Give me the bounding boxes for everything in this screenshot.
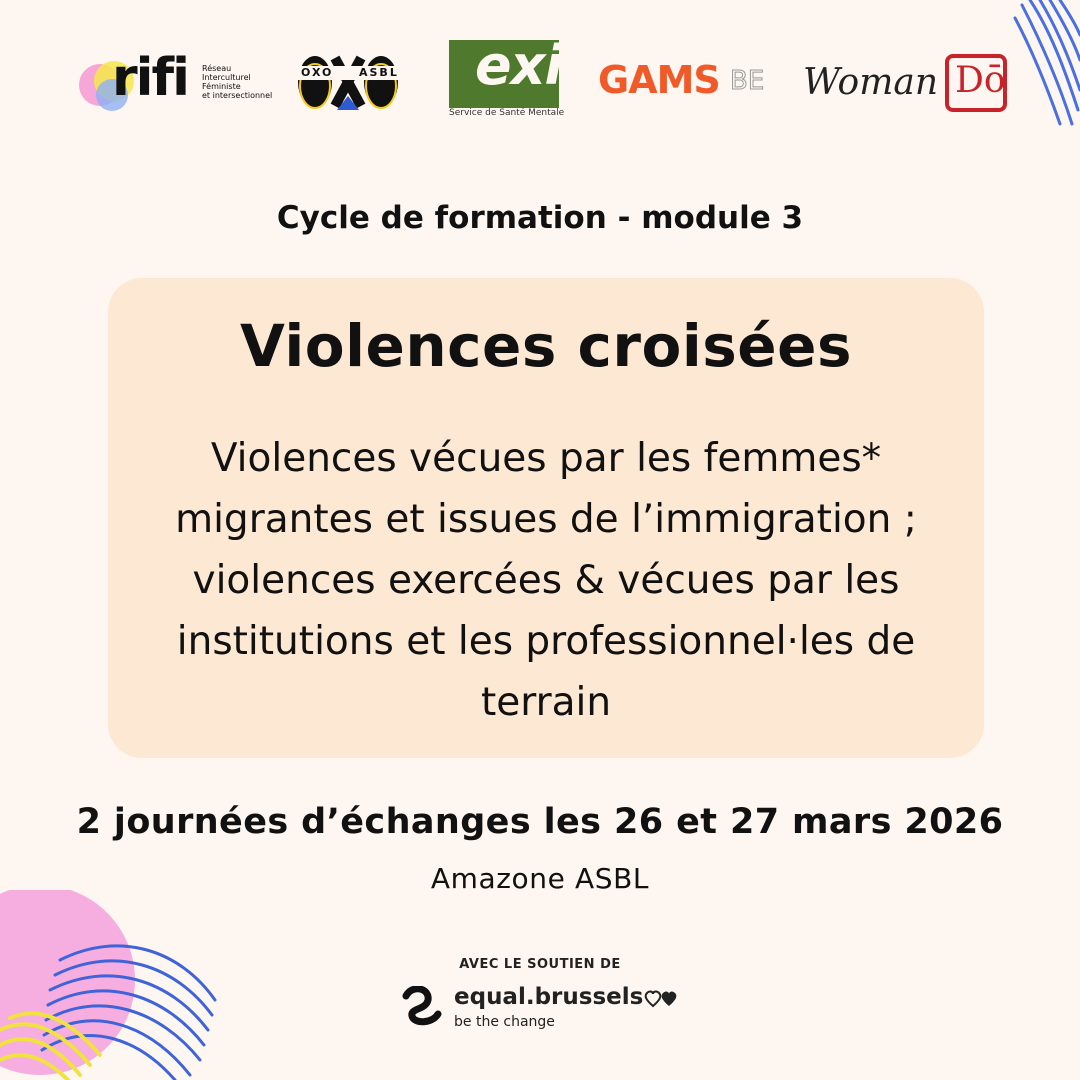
gams-wordmark: GAMS: [598, 58, 720, 102]
woman-wordmark: Woman: [803, 62, 939, 103]
rifi-tagline-1: Réseau: [202, 64, 232, 73]
rifi-logo: [78, 48, 278, 118]
asbl-label: ASBL: [359, 66, 399, 79]
description-line: violences exercées & vécues par les: [192, 558, 900, 603]
equal-brussels-name: equal.brussels: [454, 984, 644, 1010]
rifi-tagline-4: et intersectionnel: [202, 91, 273, 100]
description-line: Violences vécues par les femmes*: [210, 436, 882, 481]
exil-logo: [449, 34, 580, 120]
title-panel: [108, 278, 984, 758]
rifi-tagline-2: Interculturel: [202, 73, 251, 82]
description-line: terrain: [480, 680, 612, 725]
oxo-asbl-logo: [297, 52, 399, 112]
exil-wordmark: exil: [475, 34, 580, 97]
module-kicker: Cycle de formation - module 3: [276, 200, 804, 236]
do-mark-text: Dō: [955, 60, 1006, 101]
description: [148, 428, 944, 733]
woman-do-logo: [803, 52, 1013, 118]
page-title: Violences croisées: [240, 312, 852, 380]
do-mark: [945, 54, 1007, 112]
oxo-label: OXO: [301, 66, 334, 79]
oxo-shapes-icon: [297, 52, 399, 112]
equal-brussels-swirl-icon: [400, 986, 444, 1026]
description-line: institutions et les professionnel·les de: [176, 619, 916, 664]
gams-be-suffix: BE: [730, 66, 765, 96]
rifi-wordmark: rifi: [112, 48, 188, 108]
bottom-left-color-scribbles: [0, 890, 230, 1080]
equal-brussels-logo: [400, 984, 690, 1034]
event-venue: Amazone ASBL: [430, 862, 650, 895]
gams-be-logo: [598, 54, 768, 104]
equal-brussels-tagline: be the change: [454, 1014, 555, 1030]
event-dates: 2 journées d’échanges les 26 et 27 mars 2026: [76, 802, 1004, 842]
exil-subtitle: Service de Santé Mentale: [449, 108, 565, 118]
description-line: migrantes et issues de l’immigration ;: [175, 497, 917, 542]
rifi-tagline-3: Féministe: [202, 82, 241, 91]
partner-logos: [0, 30, 1080, 130]
hearts-icon: [644, 988, 680, 1010]
support-label: AVEC LE SOUTIEN DE: [459, 957, 621, 972]
